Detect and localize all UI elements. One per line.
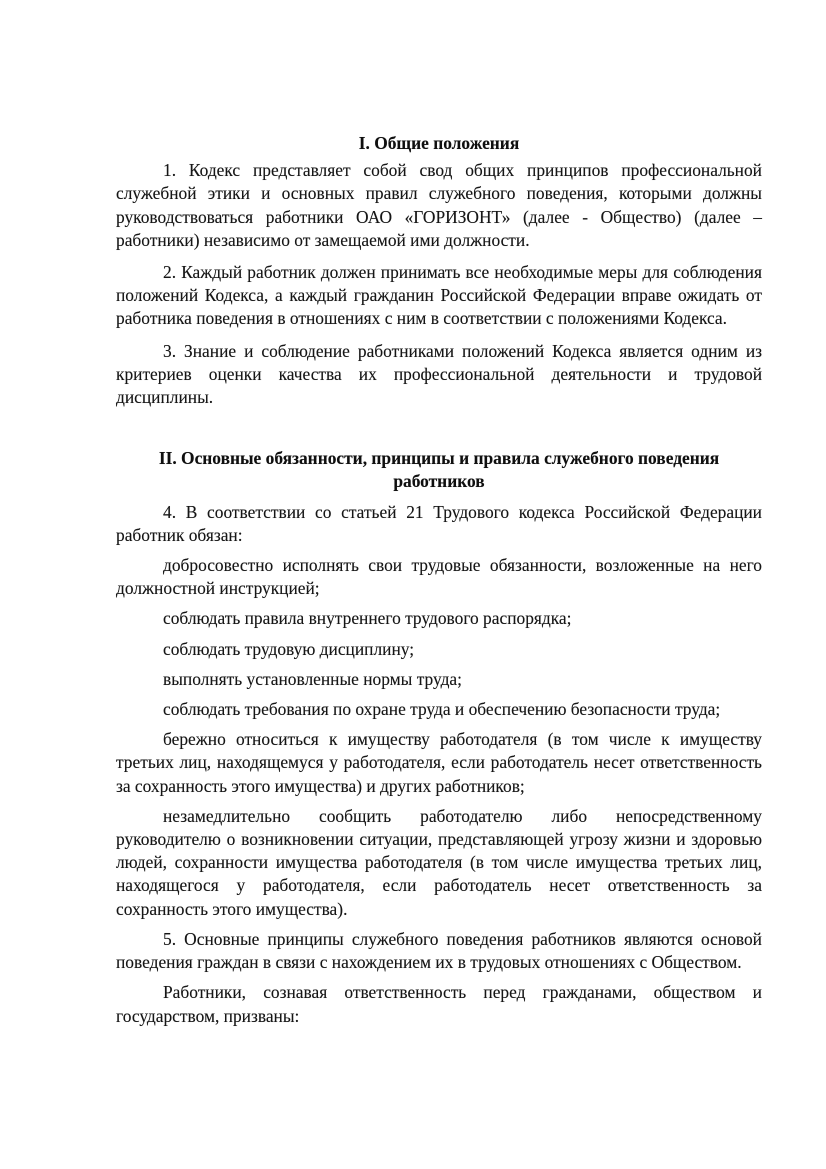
duty-item-discipline: соблюдать трудовую дисциплину; bbox=[163, 638, 415, 659]
duty-item-safety: соблюдать требования по охране труда и обеспечению безопасности труда; bbox=[163, 699, 721, 720]
document-body bbox=[116, 132, 762, 1028]
duty-item-internal-rules: соблюдать правила внутреннего трудового распорядка; bbox=[163, 608, 572, 629]
paragraph-4: 4. В соответствии со статьей 21 Трудового кодекса Российской Федерации работник обязан: bbox=[116, 501, 762, 545]
duty-item-report-threats: незамедлительно сообщить работодателю либо непосредственному руководителю о возникновении ситуации, представляющей угрозу жизни и здоровью людей, сохранности имущества работодателя (в том числе имущества третьих лиц, находящегося у работодателя, если работодатель несет ответственность за сохранность этого имущества). bbox=[116, 805, 762, 919]
paragraph-1: 1. Кодекс представляет собой свод общих принципов профессиональной служебной этики и основных правил служебного поведения, которыми должны руководствоваться работники ОАО «ГОРИЗОНТ» (далее - Общество) (далее – работники) независимо от замещаемой ими должности. bbox=[116, 160, 762, 250]
section-1-heading: I. Общие положения bbox=[358, 133, 520, 153]
section-2-heading: II. Основные обязанности, принципы и правила служебного поведения работников bbox=[158, 448, 720, 492]
paragraph-5: 5. Основные принципы служебного поведения работников являются основой поведения граждан в связи с нахождением их в трудовых отношениях с Обществом. bbox=[116, 928, 762, 973]
duty-item-labor-norms: выполнять установленные нормы труда; bbox=[163, 668, 462, 689]
paragraph-2: 2. Каждый работник должен принимать все необходимые меры для соблюдения положений Кодекса, а каждый гражданин Российской Федерации вправе ожидать от работника поведения в отношениях с ним в соответствии с положениями Кодекса. bbox=[116, 262, 762, 329]
duty-item-conscientious-work: добросовестно исполнять свои трудовые обязанности, возложенные на него должностной инструкцией; bbox=[116, 555, 762, 599]
duty-item-property: бережно относиться к имуществу работодателя (в том числе к имуществу третьих лиц, находящемуся у работодателя, если работодатель несет ответственность за сохранность этого имущества) и других работников; bbox=[116, 729, 762, 796]
paragraph-3: 3. Знание и соблюдение работниками положений Кодекса является одним из критериев оценки качества их профессиональной деятельности и трудовой дисциплины. bbox=[116, 340, 762, 408]
paragraph-employees-called: Работники, сознавая ответственность перед гражданами, обществом и государством, призваны: bbox=[116, 982, 762, 1026]
